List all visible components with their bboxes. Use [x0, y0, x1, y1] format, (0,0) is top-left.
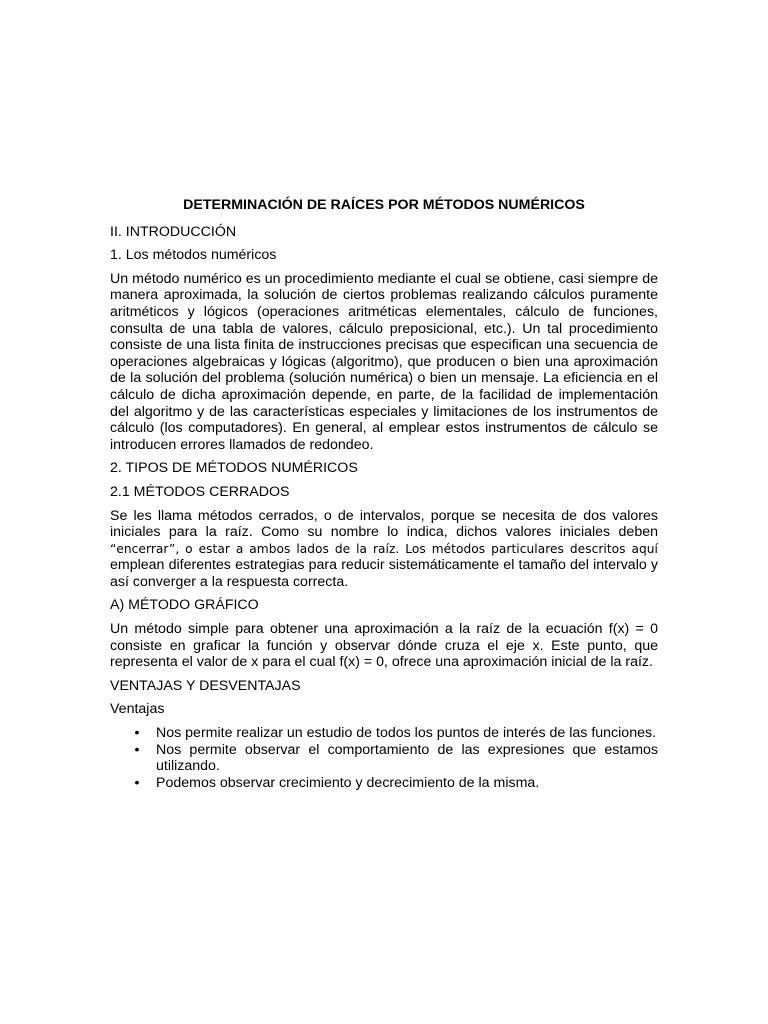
paragraph-metodos-cerrados	[110, 508, 658, 591]
list-item-text: Podemos observar crecimiento y decrecimiento de la misma.	[156, 774, 540, 791]
subsection-heading-metodo-grafico: A) MÉTODO GRÁFICO	[110, 597, 259, 614]
list-item	[110, 775, 658, 792]
bullet-icon: •	[134, 725, 140, 742]
label-ventajas: Ventajas	[110, 701, 165, 718]
bullet-icon: •	[134, 774, 140, 791]
subsection-heading-metodos-numericos: 1. Los métodos numéricos	[110, 247, 277, 264]
paragraph-cerrados-part-2: “encerrar”, o estar a ambos lados de la raíz. Los métodos particulares descritos aquí	[110, 541, 658, 556]
ventajas-list	[110, 725, 658, 791]
bullet-icon: •	[134, 741, 140, 758]
list-item-text: Nos permite realizar un estudio de todos los puntos de interés de las funciones.	[156, 725, 657, 742]
document-body	[110, 197, 658, 798]
section-heading-tipos: 2. TIPOS DE MÉTODOS NUMÉRICOS	[110, 460, 358, 477]
document-title: DETERMINACIÓN DE RAÍCES POR MÉTODOS NUMÉRICOS	[183, 197, 585, 213]
paragraph-metodos-numericos: Un método numérico es un procedimiento mediante el cual se obtiene, casi siempre de manera aproximada, la solución de ciertos problemas realizando cálculos puramente aritméticos y lógicos (operaciones aritméticas elementales, cálculo de funciones, consulta de una tabla de valores, cálculo preposicional, etc.). Un tal procedimiento consiste de una lista finita de instrucciones precisas que especifican una secuencia de operaciones algebraicas y lógicas (algoritmo), que producen o bien una aproximación de la solución del problema (solución numérica) o bien un mensaje. La eficiencia en el cálculo de dicha aproximación depende, en parte, de la facilidad de implementación del algoritmo y de las características especiales y limitaciones de los instrumentos de cálculo (los computadores). En general, al emplear estos instrumentos de cálculo se introducen errores llamados de redondeo.	[110, 270, 658, 453]
list-item	[110, 742, 658, 775]
list-item	[110, 725, 658, 742]
paragraph-metodo-grafico: Un método simple para obtener una aproximación a la raíz de la ecuación f(x) = 0 consiste en graficar la función y observar dónde cruza el eje x. Este punto, que representa el valor de x para el cual f(x) = 0, ofrece una aproximación inicial de la raíz.	[110, 621, 658, 671]
paragraph-cerrados-part-3: emplean diferentes estrategias para reducir sistemáticamente el tamaño del intervalo y así converger a la respuesta correcta.	[110, 557, 658, 590]
subsection-heading-ventajas-desventajas: VENTAJAS Y DESVENTAJAS	[110, 677, 301, 694]
section-heading-introduccion: II. INTRODUCCIÓN	[110, 223, 237, 240]
paragraph-cerrados-part-1: Se les llama métodos cerrados, o de intervalos, porque se necesita de dos valores iniciales para la raíz. Como su nombre lo indica, dichos valores iniciales deben	[110, 507, 658, 541]
subsection-heading-metodos-cerrados: 2.1 MÉTODOS CERRADOS	[110, 483, 290, 500]
list-item-text: Nos permite observar el comportamiento de las expresiones que estamos utilizando.	[156, 741, 658, 775]
